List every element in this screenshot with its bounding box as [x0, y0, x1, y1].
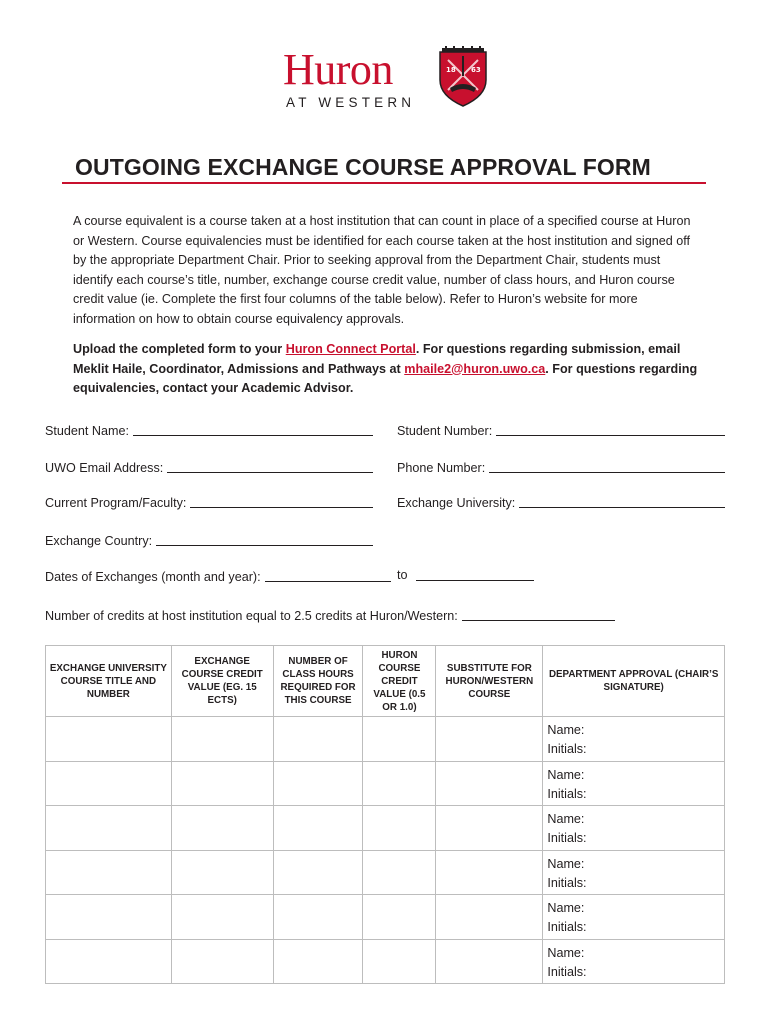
exchange-course-cell[interactable] — [46, 850, 172, 895]
exchange-credit-cell[interactable] — [171, 761, 273, 806]
email-link[interactable]: mhaile2@huron.uwo.ca — [404, 361, 546, 376]
student-number-label: Student Number: — [397, 424, 493, 438]
approval-cell[interactable] — [543, 939, 725, 984]
substitute-course-cell[interactable] — [436, 939, 543, 984]
dates-from-input[interactable] — [265, 568, 391, 582]
substitute-course-cell[interactable] — [436, 895, 543, 940]
huron-connect-portal-link[interactable]: Huron Connect Portal — [285, 342, 416, 356]
class-hours-cell[interactable] — [273, 717, 363, 762]
exchange-university-input[interactable] — [519, 494, 725, 508]
form-title: OUTGOING EXCHANGE COURSE APPROVAL FORM — [75, 154, 651, 180]
header-department-approval: DEPARTMENT APPROVAL (CHAIR’S SIGNATURE) — [543, 646, 725, 717]
name-label: Name: — [547, 901, 585, 915]
student-number-input[interactable] — [496, 422, 725, 436]
initials-label: Initials: — [547, 831, 587, 845]
table-row — [46, 806, 725, 851]
credits-label: Number of credits at host institution equal to 2.5 credits at Huron/Western: — [45, 609, 458, 623]
student-name-label: Student Name: — [45, 424, 130, 438]
exchange-credit-cell[interactable] — [171, 806, 273, 851]
approval-cell[interactable] — [543, 761, 725, 806]
huron-credit-cell[interactable] — [363, 939, 436, 984]
intro-paragraph: A course equivalent is a course taken at a host institution that can count in place of a specified course at Huron or Western. Course equivalencies must be identified for each course taken at the host institution and signed off by the appropriate Department Chair. Prior to seeking approval from the Department Chair, students must identify each course’s title, number, exchange course credit value, number of class hours, and Huron course credit value (ie. Complete the first four columns of the table below). Refer to Huron’s website for more information on how to obtain course equivalency approvals. — [73, 214, 691, 326]
exchange-country-label: Exchange Country: — [45, 534, 153, 548]
program-label: Current Program/Faculty: — [45, 496, 187, 510]
name-label: Name: — [547, 723, 585, 737]
upload-text-3: . For questions regarding equivalencies, contact your Academic Advisor. — [73, 361, 698, 395]
exchange-credit-cell[interactable] — [171, 895, 273, 940]
table-row — [46, 895, 725, 940]
exchange-university-label: Exchange University: — [397, 496, 516, 510]
exchange-country-input[interactable] — [156, 532, 373, 546]
upload-instructions — [73, 340, 713, 399]
student-name-input[interactable] — [133, 422, 373, 436]
crest-icon — [438, 46, 488, 108]
crest-year-right: 63 — [471, 66, 481, 74]
substitute-course-cell[interactable] — [436, 717, 543, 762]
phone-input[interactable] — [489, 459, 725, 473]
exchange-course-cell[interactable] — [46, 806, 172, 851]
substitute-course-cell[interactable] — [436, 850, 543, 895]
class-hours-cell[interactable] — [273, 806, 363, 851]
header-substitute-course: SUBSTITUTE FOR HURON/WESTERN COURSE — [436, 646, 543, 717]
exchange-credit-cell[interactable] — [171, 939, 273, 984]
uwo-email-input[interactable] — [167, 459, 373, 473]
header-huron-credit: HURON COURSE CREDIT VALUE (0.5 OR 1.0) — [363, 646, 436, 717]
dates-to-label: to — [397, 568, 408, 582]
huron-credit-cell[interactable] — [363, 761, 436, 806]
initials-label: Initials: — [547, 964, 587, 979]
initials-label: Initials: — [547, 742, 587, 756]
exchange-credit-cell[interactable] — [171, 850, 273, 895]
dates-field — [45, 566, 391, 586]
class-hours-cell[interactable] — [273, 761, 363, 806]
program-input[interactable] — [190, 494, 373, 508]
class-hours-cell[interactable] — [273, 895, 363, 940]
table-row — [46, 717, 725, 762]
upload-text-2: . For questions regarding submission, email Meklit Haile, Coordinator, Admissions and Pathways at — [73, 342, 681, 376]
phone-label: Phone Number: — [397, 461, 486, 475]
exchange-country-field — [45, 530, 373, 550]
table-header-row — [46, 646, 725, 717]
student-name-field — [45, 420, 373, 440]
initials-label: Initials: — [547, 920, 587, 934]
upload-text-1: Upload the completed form to your — [73, 342, 286, 356]
exchange-course-cell[interactable] — [46, 939, 172, 984]
crest-year-left: 18 — [446, 66, 456, 74]
approval-cell[interactable] — [543, 717, 725, 762]
logo-wordmark: Huron — [283, 45, 393, 94]
header-class-hours: NUMBER OF CLASS HOURS REQUIRED FOR THIS COURSE — [273, 646, 363, 717]
credits-field — [45, 605, 615, 625]
header-exchange-course: EXCHANGE UNIVERSITY COURSE TITLE AND NUMBER — [46, 646, 172, 717]
course-approval-table — [45, 645, 725, 984]
student-number-field — [397, 420, 725, 440]
table-row — [46, 761, 725, 806]
huron-credit-cell[interactable] — [363, 717, 436, 762]
approval-cell[interactable] — [543, 806, 725, 851]
credits-input[interactable] — [462, 607, 615, 621]
name-label: Name: — [547, 767, 585, 782]
logo-subtitle: AT WESTERN — [286, 95, 416, 110]
header-exchange-credit: EXCHANGE COURSE CREDIT VALUE (EG. 15 ECTS) — [171, 646, 273, 717]
huron-credit-cell[interactable] — [363, 850, 436, 895]
program-field — [45, 492, 373, 512]
initials-label: Initials: — [547, 875, 587, 890]
exchange-course-cell[interactable] — [46, 895, 172, 940]
dates-to-input[interactable] — [416, 580, 534, 581]
name-label: Name: — [547, 945, 585, 960]
dates-label: Dates of Exchanges (month and year): — [45, 570, 261, 584]
class-hours-cell[interactable] — [273, 939, 363, 984]
substitute-course-cell[interactable] — [436, 806, 543, 851]
uwo-email-field — [45, 457, 373, 477]
table-row — [46, 850, 725, 895]
uwo-email-label: UWO Email Address: — [45, 461, 164, 475]
initials-label: Initials: — [547, 786, 587, 801]
name-label: Name: — [547, 856, 585, 871]
huron-credit-cell[interactable] — [363, 895, 436, 940]
exchange-university-field — [397, 492, 725, 512]
class-hours-cell[interactable] — [273, 850, 363, 895]
substitute-course-cell[interactable] — [436, 761, 543, 806]
title-divider — [62, 182, 706, 184]
phone-field — [397, 457, 725, 477]
huron-logo — [283, 44, 493, 114]
table-row — [46, 939, 725, 984]
exchange-course-cell[interactable] — [46, 717, 172, 762]
name-label: Name: — [547, 812, 585, 826]
exchange-course-cell[interactable] — [46, 761, 172, 806]
huron-credit-cell[interactable] — [363, 806, 436, 851]
approval-cell[interactable] — [543, 850, 725, 895]
approval-cell[interactable] — [543, 895, 725, 940]
exchange-credit-cell[interactable] — [171, 717, 273, 762]
